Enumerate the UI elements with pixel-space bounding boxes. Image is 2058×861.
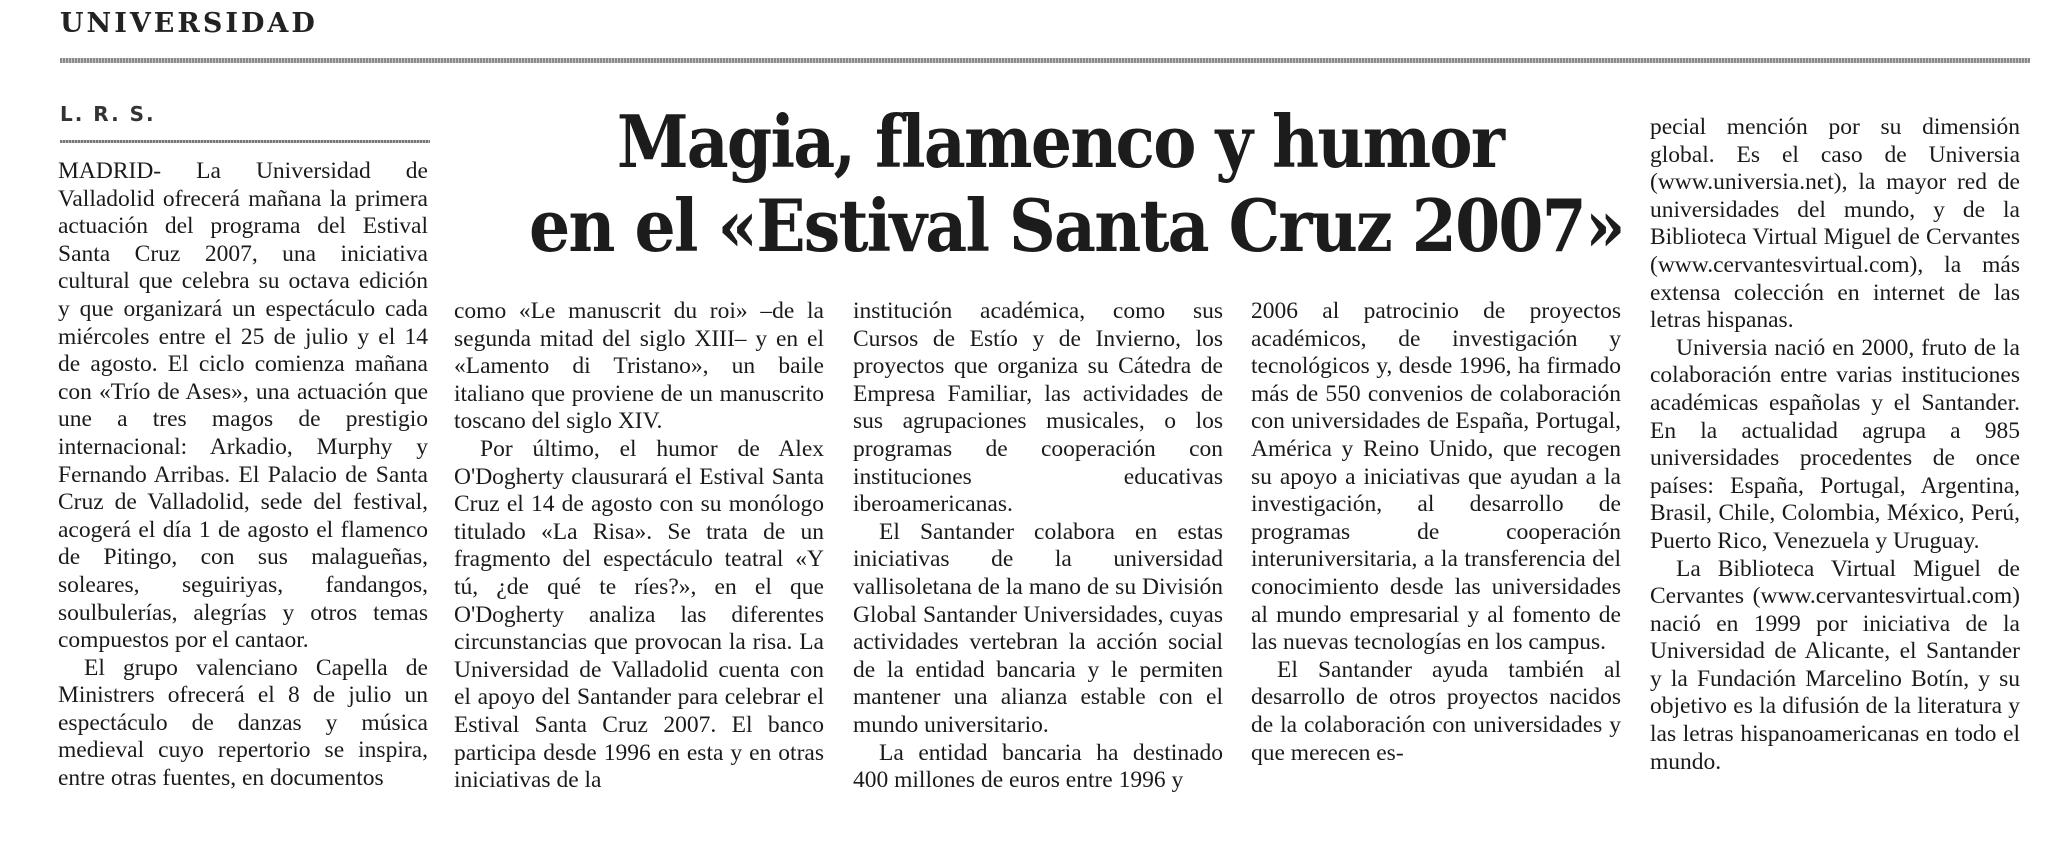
paragraph: La entidad bancaria ha destinado 400 millones de euros entre 1996 y: [853, 739, 1223, 794]
paragraph: El grupo valenciano Capella de Ministrers ofrecerá el 8 de julio un espectáculo de danzas y música medieval cuyo repertorio se inspira, entre otras fuentes, en documentos: [58, 654, 428, 792]
article-column-2: [454, 298, 824, 808]
byline-rule: [60, 140, 430, 143]
paragraph: MADRID- La Universidad de Valladolid ofrecerá mañana la primera actuación del programa del Estival Santa Cruz 2007, una iniciativa cultural que celebra su octava edición y que organizará un espectáculo cada miércoles entre el 25 de julio y el 14 de agosto. El ciclo comienza mañana con «Trío de Ases», una actuación que une a tres magos de prestigio internacional: Arkadio, Murphy y Fernando Arribas. El Palacio de Santa Cruz de Valladolid, sede del festival, acogerá el día 1 de agosto el flamenco de Pitingo, con sus malagueñas, soleares, seguiriyas, fandangos, soulbulerías, alegrías y otros temas compuestos por el cantaor.: [58, 158, 428, 654]
article-column-3: [853, 298, 1223, 808]
paragraph: Por último, el humor de Alex O'Dogherty clausurará el Estival Santa Cruz el 14 de agosto con su monólogo titulado «La Risa». Se trata de un fragmento del espectáculo teatral «Y tú, ¿de qué te ríes?», en el que O'Dogherty analiza las diferentes circunstancias que provocan la risa. La Universidad de Valladolid cuenta con el apoyo del Santander para celebrar el Estival Santa Cruz 2007. El banco participa desde 1996 en esta y en otras iniciativas de la: [454, 435, 824, 794]
paragraph: El Santander colabora en estas iniciativas de la universidad vallisoletana de la mano de su División Global Santander Universidades, cuyas actividades vertebran la acción social de la entidad bancaria y le permiten mantener una alianza estable con el mundo universitario.: [853, 518, 1223, 738]
article-column-4: [1251, 298, 1621, 808]
paragraph: institución académica, como sus Cursos de Estío y de Invierno, los proyectos que organiza su Cátedra de Empresa Familiar, las actividades de sus agrupaciones musicales, o los programas de cooperación con instituciones educativas iberoamericanas.: [853, 298, 1223, 518]
paragraph: Universia nació en 2000, fruto de la colaboración entre varias instituciones académicas españolas y el Santander. En la actualidad agrupa a 985 universidades procedentes de once países: España, Portugal, Argentina, Brasil, Chile, Colombia, México, Perú, Puerto Rico, Venezuela y Uruguay.: [1650, 334, 2020, 554]
paragraph: El Santander ayuda también al desarrollo de otros proyectos nacidos de la colaboración con universidades y que merecen es-: [1251, 656, 1621, 766]
paragraph: 2006 al patrocinio de proyectos académicos, de investigación y tecnológicos y, desde 1996, ha firmado más de 550 convenios de colaboración con universidades de España, Portugal, América y Reino Unido, que recogen su apoyo a iniciativas que ayudan a la investigación, al desarrollo de programas de cooperación interuniversitaria, a la transferencia del conocimiento desde las universidades al mundo empresarial y al fomento de las nuevas tecnologías en los campus.: [1251, 298, 1621, 656]
headline-line-2: en el «Estival Santa Cruz 2007»: [529, 183, 1624, 268]
paragraph: La Biblioteca Virtual Miguel de Cervantes (www.cervantesvirtual.com) nació en 1999 por iniciativa de la Universidad de Alicante, el Santander y la Fundación Marcelino Botín, y su objetivo es la difusión de la literatura y las letras hispanoamericanas en todo el mundo.: [1650, 555, 2020, 775]
header-rule: [60, 58, 2030, 63]
headline: [529, 99, 1624, 268]
section-header: UNIVERSIDAD: [60, 8, 318, 39]
paragraph: como «Le manuscrit du roi» –de la segunda mitad del siglo XIII– y en el «Lamento di Tristano», un baile italiano que proviene de un manuscrito toscano del siglo XIV.: [454, 298, 824, 435]
paragraph: pecial mención por su dimensión global. Es el caso de Universia (www.universia.net), la mayor red de universidades del mundo, y de la Biblioteca Virtual Miguel de Cervantes (www.cervantesvirtual.com), la más extensa colección en internet de las letras hispanas.: [1650, 114, 2020, 334]
article-column-1: [58, 158, 428, 808]
article-column-5: [1650, 114, 2020, 808]
byline: L. R. S.: [60, 102, 156, 126]
headline-line-1: Magia, flamenco y humor: [616, 99, 1504, 184]
